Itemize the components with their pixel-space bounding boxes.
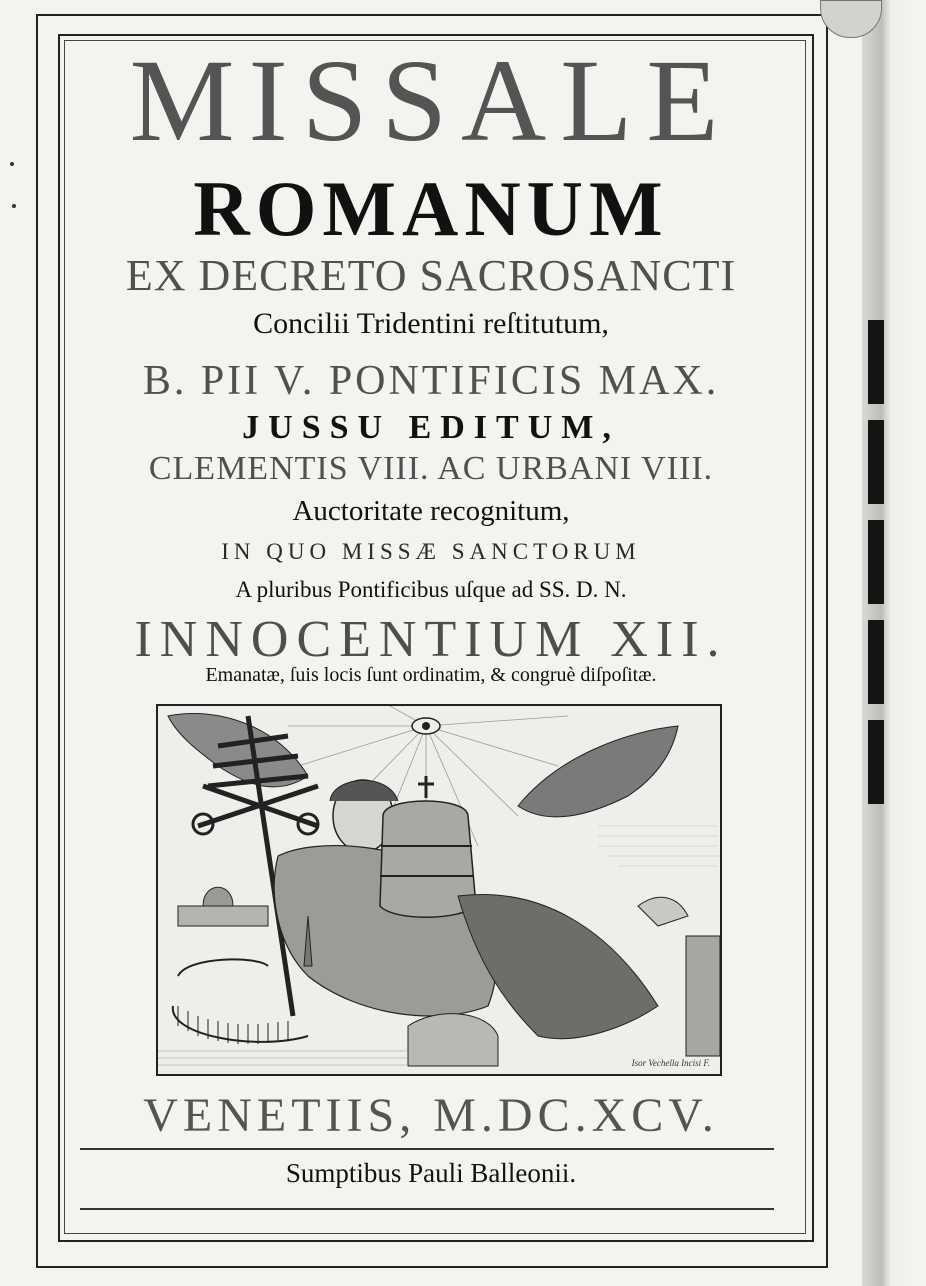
title-pii-v: B. PII V. PONTIFICIS MAX.	[142, 358, 720, 404]
page-tab	[868, 320, 884, 404]
margin-mark	[10, 162, 14, 166]
title-concilii: Concilii Tridentini reſtitutum,	[253, 307, 609, 340]
page-tab	[868, 520, 884, 604]
page-tab	[868, 720, 884, 804]
imprint-rule-top	[80, 1148, 774, 1150]
engraver-signature: Isor Vechella Incisi F.	[631, 1058, 710, 1068]
page-tab	[868, 620, 884, 704]
imprint-publisher: Sumptibus Pauli Balleonii.	[285, 1158, 577, 1188]
title-innocentium: INNOCENTIUM XII.	[134, 611, 728, 668]
title-clementis: CLEMENTIS VIII. AC URBANI VIII.	[148, 450, 714, 487]
imprint-rule-bottom	[80, 1208, 774, 1210]
title-pluribus: A pluribus Pontificibus uſque ad SS. D. N.	[235, 577, 627, 602]
angel-engraving-image	[158, 706, 720, 1074]
title-romanum: ROMANUM	[193, 165, 669, 252]
title-emanatae: Emanatæ, ſuis locis ſunt ordinatim, & congruè diſpoſitæ.	[205, 664, 657, 686]
title-missale: MISSALE	[129, 35, 733, 166]
title-jussu-editum: JUSSU EDITUM,	[242, 409, 620, 446]
imprint-place-date: VENETIIS, M.DC.XCV.	[143, 1089, 719, 1142]
title-in-quo: IN QUO MISSÆ SANCTORUM	[221, 539, 641, 564]
title-auctoritate: Auctoritate recognitum,	[292, 495, 570, 527]
page-tab	[868, 420, 884, 504]
title-ex-decreto: EX DECRETO SACROSANCTI	[125, 251, 737, 300]
engraving-illustration	[156, 704, 722, 1076]
